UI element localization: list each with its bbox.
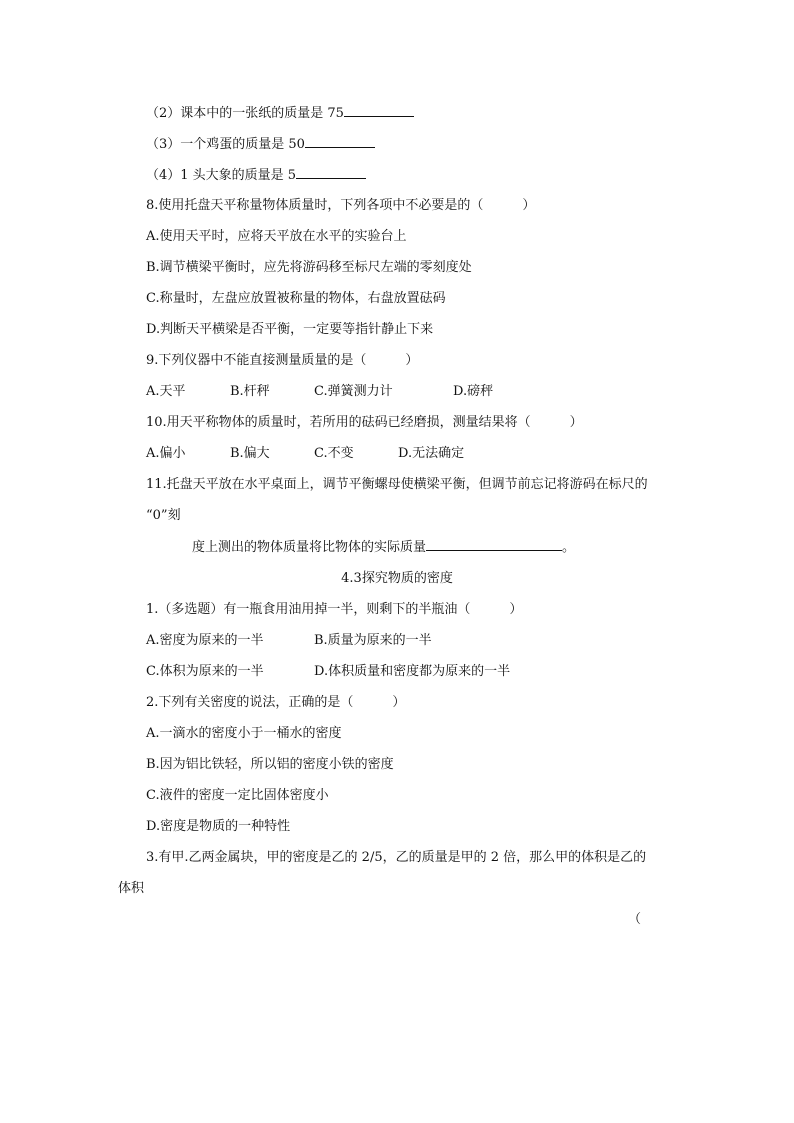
s2-q1-option-b: B.质量为原来的一半 xyxy=(314,633,432,648)
q10-stem: 10.用天平称物体的质量时，若所用的砝码已经磨损，测量结果将（ ） xyxy=(146,415,583,430)
q11-line3-text: 度上测出的物体质量将比物体的实际质量 xyxy=(192,540,427,555)
q8-option-c: C.称量时，左盘应放置被称量的物体，右盘放置砝码 xyxy=(146,291,446,306)
item-2 xyxy=(146,104,414,123)
q9-option-c: C.弹簧测力计 xyxy=(314,384,393,399)
item-3 xyxy=(146,135,375,154)
answer-blank[interactable] xyxy=(296,166,366,179)
answer-blank[interactable] xyxy=(426,538,562,551)
s2-q2-stem: 2.下列有关密度的说法，正确的是（ ） xyxy=(146,695,406,710)
section-title: 4.3探究物质的密度 xyxy=(341,571,453,586)
q8-option-b: B.调节横梁平衡时，应先将游码移至标尺左端的零刻度处 xyxy=(146,260,472,275)
q8-option-a: A.使用天平时，应将天平放在水平的实验台上 xyxy=(146,229,407,244)
q10-option-b: B.偏大 xyxy=(230,446,270,461)
q11-line3 xyxy=(192,538,575,557)
q8-option-d: D.判断天平横梁是否平衡，一定要等指针静止下来 xyxy=(146,322,434,337)
s2-q3-line1: 3.有甲.乙两金属块，甲的密度是乙的 2/5，乙的质量是甲的 2 倍，那么甲的体积是乙的 xyxy=(146,850,647,865)
answer-blank[interactable] xyxy=(344,104,414,117)
s2-q3-line2: 体积 xyxy=(118,881,145,896)
q10-option-c: C.不变 xyxy=(314,446,354,461)
q9-stem: 9.下列仪器中不能直接测量质量的是（ ） xyxy=(146,353,419,368)
q11-line1: 11.托盘天平放在水平桌面上，调节平衡螺母使横梁平衡，但调节前忘记将游码在标尺的 xyxy=(146,477,648,492)
q10-option-d: D.无法确定 xyxy=(398,446,465,461)
q11-line2: “0”刻 xyxy=(146,508,181,523)
q9-option-d: D.磅秤 xyxy=(453,384,494,399)
s2-q1-option-a: A.密度为原来的一半 xyxy=(146,633,264,648)
item-4 xyxy=(146,166,366,185)
item-4-text: （4）1 头大象的质量是 5 xyxy=(146,168,297,183)
s2-q1-option-c: C.体积为原来的一半 xyxy=(146,664,264,679)
q9-option-b: B.杆秤 xyxy=(230,384,270,399)
s2-q1-stem: 1.（多选题）有一瓶食用油用掉一半，则剩下的半瓶油（ ） xyxy=(146,602,523,617)
q8-stem: 8.使用托盘天平称量物体质量时，下列各项中不必要是的（ ） xyxy=(146,198,536,213)
q10-option-a: A.偏小 xyxy=(146,446,186,461)
s2-q3-paren: （ xyxy=(628,912,642,927)
answer-blank[interactable] xyxy=(305,135,375,148)
q9-option-a: A.天平 xyxy=(146,384,186,399)
item-3-text: （3）一个鸡蛋的质量是 50 xyxy=(146,137,305,152)
s2-q2-option-b: B.因为铝比铁轻，所以铝的密度小铁的密度 xyxy=(146,757,394,772)
s2-q1-option-d: D.体积质量和密度都为原来的一半 xyxy=(314,664,511,679)
s2-q2-option-a: A.一滴水的密度小于一桶水的密度 xyxy=(146,726,342,741)
s2-q2-option-d: D.密度是物质的一种特性 xyxy=(146,819,291,834)
q11-end: 。 xyxy=(562,540,576,555)
s2-q2-option-c: C.液件的密度一定比固体密度小 xyxy=(146,788,329,803)
item-2-text: （2）课本中的一张纸的质量是 75 xyxy=(146,106,344,121)
